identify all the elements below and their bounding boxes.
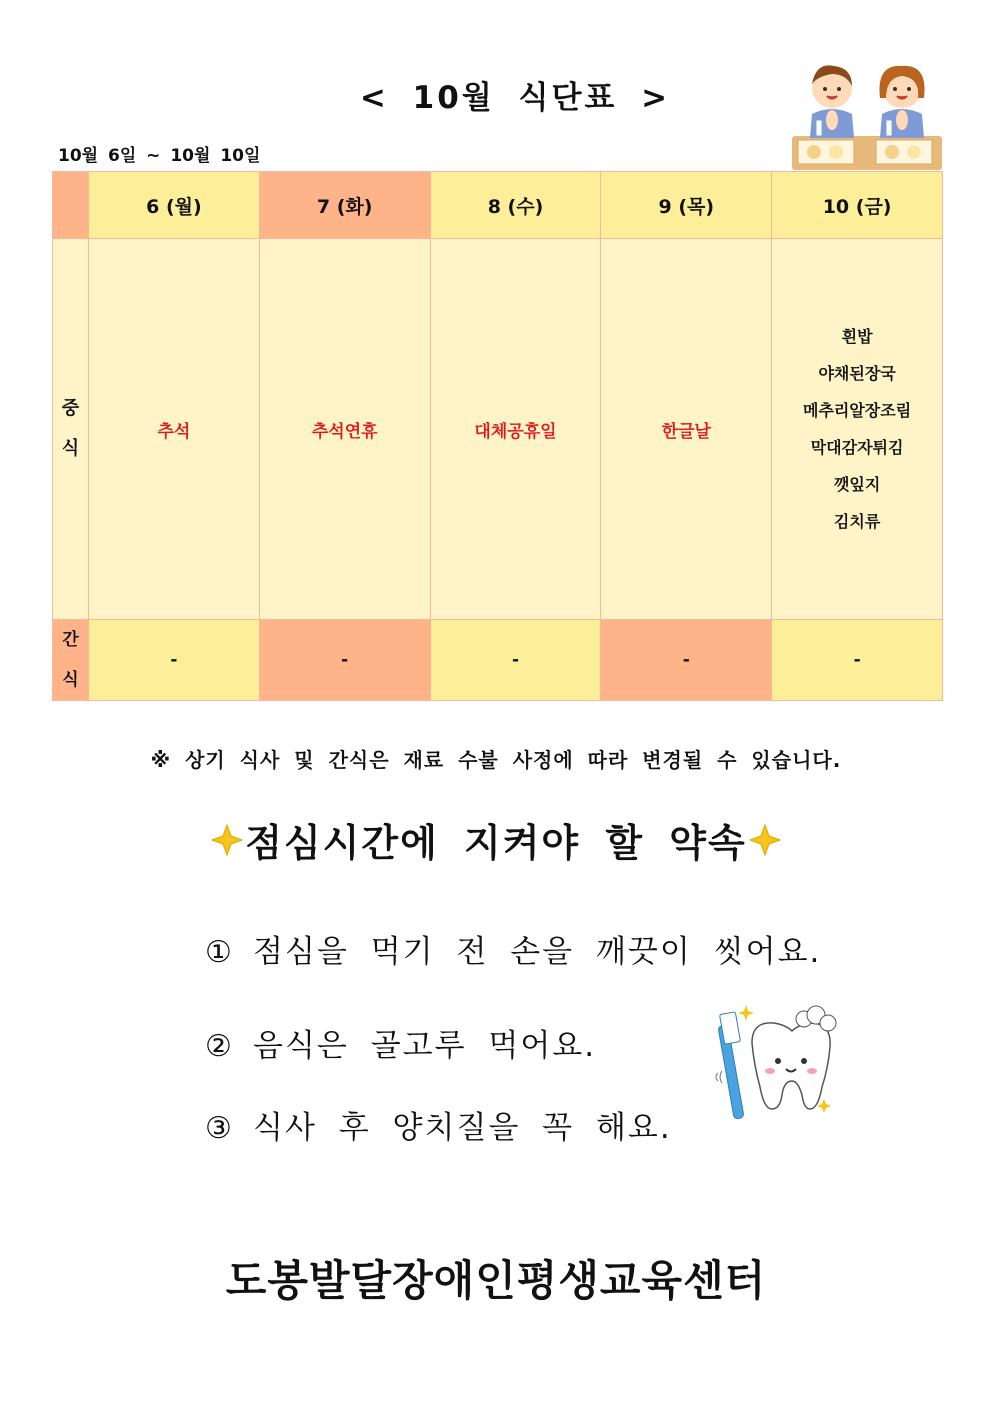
star-icon (209, 822, 245, 858)
page-title: < 10월 식단표 > (359, 80, 671, 116)
lunch-cell (259, 239, 430, 620)
snack-label: 간 식 (53, 620, 89, 701)
tooth-brushing-illustration (712, 1003, 844, 1123)
lunch-label: 중 식 (53, 239, 89, 620)
snack-cell: - (430, 620, 601, 701)
rule-number: ② (205, 1029, 234, 1064)
rule-number: ③ (205, 1111, 234, 1146)
center-name: 도봉발달장애인평생교육센터 (225, 1256, 767, 1305)
lunch-row (53, 239, 943, 620)
day-header: 9 (목) (601, 172, 772, 239)
menu-item: 막대감자튀김 (810, 438, 904, 457)
rule-item (205, 1020, 596, 1065)
day-header: 8 (수) (430, 172, 601, 239)
menu-table (52, 171, 943, 701)
holiday-label: 추석 (157, 421, 191, 442)
holiday-label: 대체공휴일 (474, 421, 557, 442)
rule-item (205, 926, 821, 971)
snack-cell: - (601, 620, 772, 701)
lunch-cell (601, 239, 772, 620)
menu-item: 메추리알장조림 (802, 401, 912, 420)
day-header: 7 (화) (259, 172, 430, 239)
holiday-label: 한글날 (661, 421, 711, 442)
rule-number: ① (205, 935, 234, 970)
corner-cell (53, 172, 89, 239)
lunch-cell (430, 239, 601, 620)
promise-heading (0, 812, 992, 867)
menu-item: 야채된장국 (818, 364, 896, 383)
snack-cell: - (89, 620, 260, 701)
menu-item: 흰밥 (841, 327, 873, 346)
notice-text: ※ 상기 식사 및 간식은 재료 수불 사정에 따라 변경될 수 있습니다. (150, 748, 842, 772)
rule-text: 점심을 먹기 전 손을 깨끗이 씻어요. (253, 934, 822, 970)
snack-row (53, 620, 943, 701)
menu-item: 김치류 (833, 512, 881, 531)
menu-item: 깻잎지 (833, 475, 881, 494)
lunch-cell (89, 239, 260, 620)
day-header: 10 (금) (772, 172, 943, 239)
rule-text: 식사 후 양치질을 꼭 해요. (253, 1110, 672, 1146)
promise-title: 점심시간에 지켜야 할 약속 (245, 821, 747, 865)
rule-text: 음식은 골고루 먹어요. (253, 1028, 597, 1064)
date-range: 10월 6일 ~ 10월 10일 (58, 146, 261, 166)
holiday-label: 추석연휴 (311, 421, 378, 442)
snack-cell: - (259, 620, 430, 701)
rule-item (205, 1102, 672, 1147)
lunch-cell (772, 239, 943, 620)
snack-cell: - (772, 620, 943, 701)
menu-list (772, 318, 942, 540)
children-eating-illustration (788, 58, 946, 174)
day-header-row (53, 172, 943, 239)
star-icon (747, 822, 783, 858)
day-header: 6 (월) (89, 172, 260, 239)
